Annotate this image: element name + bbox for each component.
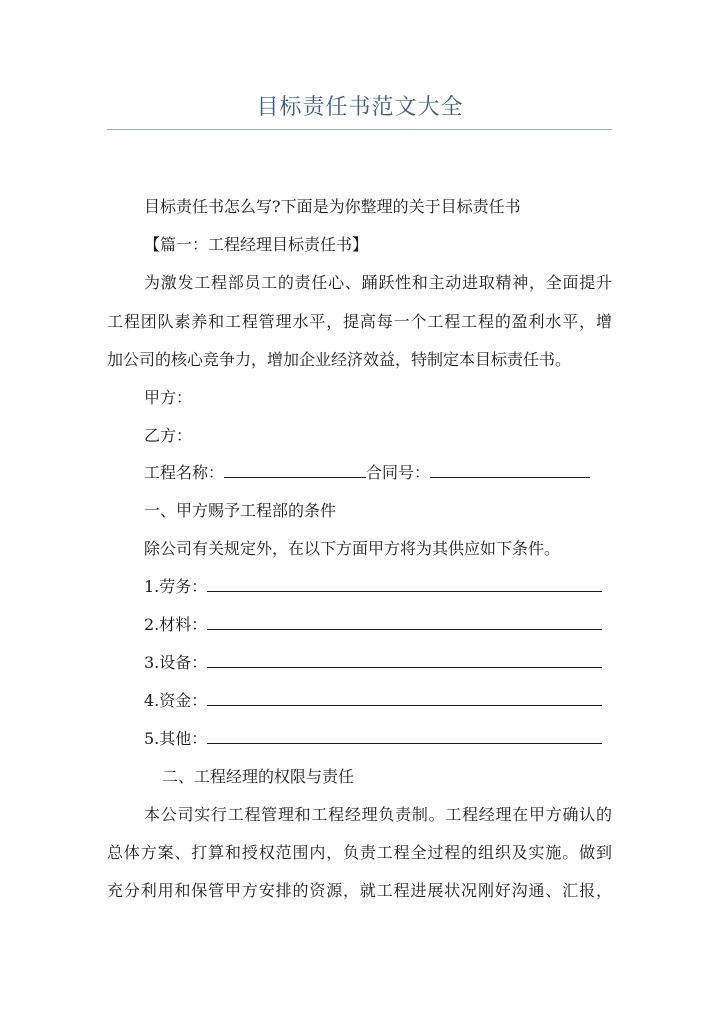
condition-blank: [207, 653, 602, 668]
heading-1-text: 除公司有关规定外，在以下方面甲方将为其供应如下条件。: [144, 539, 561, 558]
party-b-label: 乙方：: [144, 426, 193, 445]
condition-label: 3.设备：: [144, 653, 208, 672]
condition-row: [144, 577, 649, 597]
para2-line-1: 本公司实行工程管理和工程经理负责制。工程经理在甲方确认的: [144, 805, 612, 824]
condition-row: [144, 691, 649, 711]
project-name-label: 工程名称：: [144, 463, 225, 482]
condition-row: [144, 653, 649, 673]
condition-row: [144, 729, 649, 749]
condition-label: 5.其他：: [144, 729, 208, 748]
condition-blank: [207, 729, 602, 744]
heading-2: 二、工程经理的权限与责任: [162, 767, 355, 786]
condition-blank: [207, 691, 602, 706]
para1-line-3: 加公司的核心竞争力，增加企业经济效益，特制定本目标责任书。: [107, 350, 572, 369]
project-name-blank: [224, 463, 366, 478]
condition-blank: [207, 615, 602, 630]
contract-no-label: 合同号：: [366, 463, 431, 482]
party-a-label: 甲方：: [144, 388, 193, 407]
contract-no-blank: [430, 463, 590, 478]
condition-blank: [207, 577, 602, 592]
heading-1: 一、甲方赐予工程部的条件: [144, 501, 337, 520]
para2-line-2: 总体方案、打算和授权范围内，负责工程全过程的组织及实施。做到: [107, 843, 612, 862]
condition-label: 1.劳务：: [144, 577, 208, 596]
para1-line-2: 工程团队素养和工程管理水平，提高每一个工程工程的盈利水平，增: [107, 312, 612, 331]
document-title: 目标责任书范文大全: [256, 95, 464, 120]
condition-label: 2.材料：: [144, 615, 208, 634]
section-heading: 【篇一：工程经理目标责任书】: [144, 235, 369, 254]
title-divider: [107, 129, 612, 130]
condition-row: [144, 615, 649, 635]
project-name-row: [144, 463, 649, 483]
condition-label: 4.资金：: [144, 691, 208, 710]
para2-line-3: 充分利用和保管甲方安排的资源，就工程进展状况刚好沟通、汇报，: [107, 881, 612, 900]
para1-line-1: 为激发工程部员工的责任心、踊跃性和主动进取精神，全面提升: [144, 273, 612, 292]
intro-text: 目标责任书怎么写?下面是为你整理的关于目标责任书: [144, 197, 521, 216]
